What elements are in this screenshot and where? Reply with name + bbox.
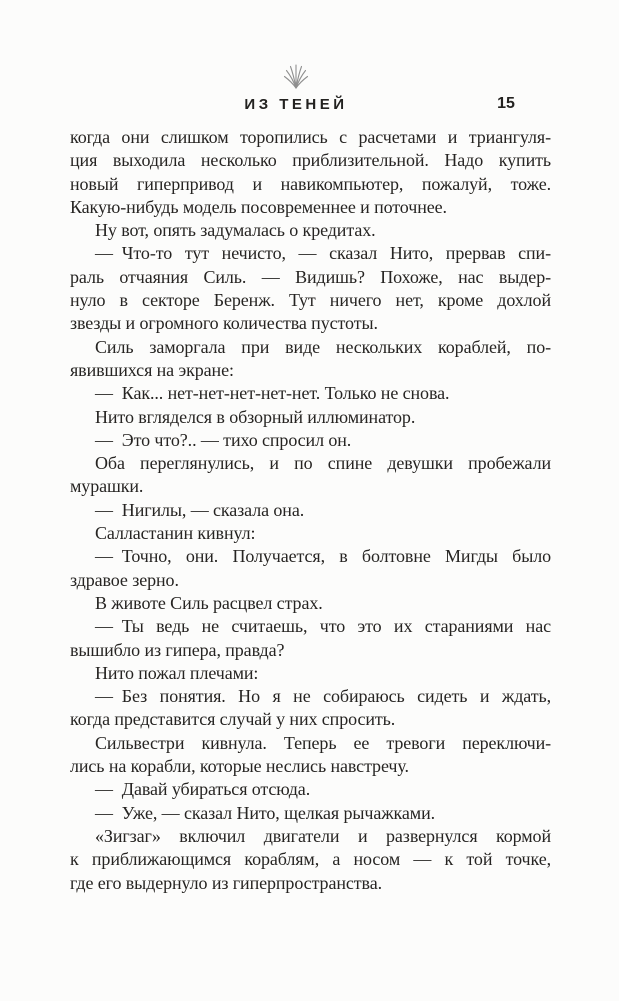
text-line: — Как... нет-нет-нет-нет-нет. Только не снова. — [95, 383, 450, 404]
text-line: звезды и огромного количества пустоты. — [70, 313, 378, 334]
text-line: явившихся на экране: — [70, 359, 234, 380]
fleuron-icon — [283, 62, 309, 90]
body-text — [70, 126, 551, 895]
text-line: — Нигилы, — сказала она. — [95, 499, 305, 520]
text-line: — Ты ведь не считаешь, что это их стараниями нас — [95, 616, 551, 637]
text-line: нуло в секторе Беренж. Тут ничего нет, кроме дохлой — [70, 290, 551, 311]
text-line: раль отчаяния Силь. — Видишь? Похоже, нас выдер- — [70, 266, 551, 287]
text-line: ция выходила несколько приблизительной. Надо купить — [70, 150, 551, 171]
text-line: Силь заморгала при виде нескольких кораблей, по- — [95, 336, 551, 357]
text-line: здравое зерно. — [70, 569, 179, 590]
text-line: где его выдернуло из гиперпространства. — [70, 872, 382, 893]
text-line: Салластанин кивнул: — [95, 523, 256, 544]
text-line: — Это что?.. — тихо спросил он. — [95, 429, 352, 450]
text-line: — Без понятия. Но я не собираюсь сидеть и ждать, — [95, 686, 551, 707]
text-line: когда представится случай у них спросить. — [70, 709, 396, 730]
text-line: В животе Силь расцвел страх. — [95, 592, 323, 613]
text-line: мурашки. — [70, 476, 144, 497]
text-line: вышибло из гипера, правда? — [70, 639, 285, 660]
page-number: 15 — [497, 95, 515, 112]
text-line: — Точно, они. Получается, в болтовне Мигды было — [95, 546, 551, 567]
text-line: новый гиперпривод и навикомпьютер, пожалуй, тоже. — [70, 173, 551, 194]
text-line: Оба переглянулись, и по спине девушки пробежали — [95, 453, 551, 474]
text-line: «Зигзаг» включил двигатели и развернулся кормой — [95, 825, 551, 846]
text-line: — Уже, — сказал Нито, щелкая рычажками. — [95, 802, 436, 823]
running-head-title: ИЗ ТЕНЕЙ — [244, 96, 348, 113]
text-line: Нито вгляделся в обзорный иллюминатор. — [95, 406, 416, 427]
text-line: Сильвестри кивнула. Теперь ее тревоги переключи- — [95, 732, 551, 753]
text-line: Какую-нибудь модель посовременнее и поточнее. — [70, 196, 447, 217]
text-line: когда они слишком торопились с расчетами и триангуля- — [70, 127, 551, 147]
text-line: Ну вот, опять задумалась о кредитах. — [95, 220, 376, 241]
text-line: — Что-то тут нечисто, — сказал Нито, прервав спи- — [95, 243, 551, 264]
text-line: лись на корабли, которые неслись навстречу. — [70, 756, 409, 777]
text-line: к приближающимся кораблям, а носом — к той точке, — [70, 849, 551, 870]
text-line: — Давай убираться отсюда. — [95, 779, 311, 800]
text-line: Нито пожал плечами: — [95, 662, 259, 683]
